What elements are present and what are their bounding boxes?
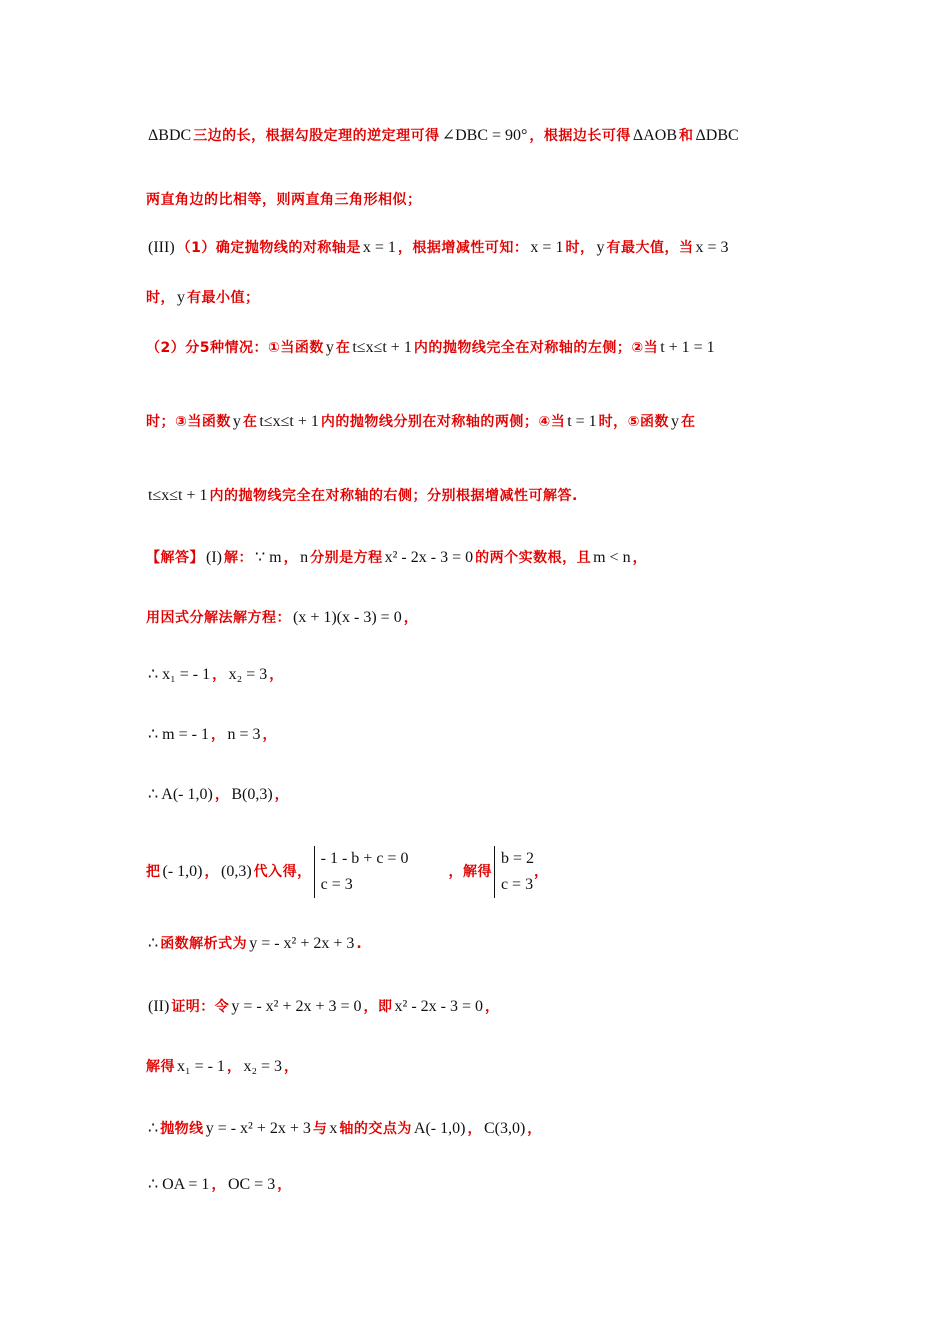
math-expression: ΔBDC: [148, 127, 192, 144]
chinese-text: 解：: [223, 550, 253, 566]
chinese-text: （1）确定抛物线的对称轴是: [176, 240, 361, 256]
chinese-text: 在: [681, 414, 696, 430]
equation-row: c = 3: [500, 876, 534, 893]
math-expression: x² - 2x - 3 = 0: [384, 549, 474, 566]
math-expression: x: [329, 1120, 338, 1137]
text-line: [146, 188, 804, 211]
chinese-text: ，: [226, 1059, 242, 1075]
chinese-text: 抛物线: [160, 1121, 204, 1137]
text-line: [146, 663, 804, 686]
math-expression: y = - x² + 2x + 3: [249, 935, 355, 952]
chinese-text: 在: [335, 340, 351, 356]
chinese-text: 两直角边的比相等，则两直角三角形相似；: [146, 192, 422, 208]
chinese-text: 和: [679, 128, 694, 144]
math-expression: ∴: [148, 1120, 159, 1137]
equation-system: [314, 846, 409, 898]
chinese-text: 的两个实数根，且: [475, 550, 592, 566]
math-expression: ∠DBC = 90°: [441, 127, 528, 144]
chinese-text: 解得: [146, 1059, 175, 1075]
chinese-text: ，: [632, 550, 648, 566]
chinese-text: .: [356, 936, 363, 952]
chinese-text: ，: [527, 1121, 542, 1137]
text-line: [146, 1055, 804, 1078]
chinese-text: 时，⑤函数: [598, 414, 670, 430]
math-expression: t + 1 = 1: [660, 339, 715, 356]
chinese-text: 有最小值；: [187, 290, 260, 306]
math-expression: x² - 2x - 3 = 0: [394, 998, 484, 1015]
chinese-text: ，: [262, 727, 278, 743]
math-expression: t≤x≤t + 1: [259, 413, 319, 430]
chinese-text: ，: [277, 1177, 292, 1193]
math-expression: ∴ A(- 1,0): [148, 786, 213, 803]
chinese-text: ，: [533, 864, 549, 880]
chinese-text: 在: [242, 414, 258, 430]
chinese-text: ，: [211, 1177, 226, 1193]
chinese-text: ，根据边长可得: [529, 128, 631, 144]
math-expression: ∴ OA = 1: [148, 1176, 210, 1193]
chinese-text: ，: [284, 1059, 299, 1075]
chinese-text: （2）分5种情况：①当函数: [146, 340, 324, 356]
text-line: [146, 484, 804, 507]
text-line: [146, 410, 804, 433]
math-expression: x₂ = 3: [243, 1058, 283, 1075]
chinese-text: 证明：令: [171, 999, 230, 1015]
equation-system: [494, 846, 534, 898]
math-expression: y = - x² + 2x + 3: [205, 1120, 311, 1137]
chinese-text: ，: [274, 787, 290, 803]
math-expression: y: [177, 289, 185, 306]
math-expression: ∴ x₁ = - 1: [148, 666, 211, 683]
math-expression: t = 1: [567, 413, 597, 430]
chinese-text: 三边的长，根据勾股定理的逆定理可得: [193, 128, 440, 144]
chinese-text: ，: [403, 610, 419, 626]
math-expression: y: [596, 239, 605, 256]
chinese-text: ，: [214, 787, 230, 803]
math-expression: C(3,0): [483, 1120, 526, 1137]
math-expression: B(0,3): [231, 786, 273, 803]
chinese-text: 内的抛物线完全在对称轴的左侧；②当: [413, 340, 659, 356]
text-line: [146, 546, 804, 569]
math-expression: t≤x≤t + 1: [352, 339, 412, 356]
math-expression: x = 3: [695, 239, 729, 256]
equation-row: - 1 - b + c = 0: [320, 850, 409, 867]
chinese-text: 时，: [146, 290, 175, 306]
chinese-text: 函数解析式为: [160, 936, 248, 952]
text-line: [146, 1117, 804, 1140]
chinese-text: ，: [204, 864, 219, 880]
chinese-text: 内的抛物线完全在对称轴的右侧；分别根据增减性可解答.: [209, 488, 578, 504]
math-expression: x₂ = 3: [228, 666, 268, 683]
chinese-text: 内的抛物线分别在对称轴的两侧；④当: [320, 414, 566, 430]
text-line: [146, 932, 804, 955]
math-expression: t≤x≤t + 1: [148, 487, 208, 504]
math-expression: x = 1: [362, 239, 396, 256]
math-expression: A(- 1,0): [413, 1120, 466, 1137]
text-line: [146, 124, 804, 147]
math-expression: (I): [206, 549, 222, 566]
chinese-text: ，: [283, 550, 299, 566]
math-expression: n = 3: [227, 726, 261, 743]
math-expression: OC = 3: [227, 1176, 276, 1193]
math-expression: x₁ = - 1: [177, 1058, 225, 1075]
math-expression: ΔAOB: [632, 127, 677, 144]
equation-row: c = 3: [320, 876, 353, 893]
chinese-text: 有最大值，当: [606, 240, 694, 256]
text-line: [146, 606, 804, 629]
math-expression: (0,3): [220, 863, 252, 880]
chinese-text: 把: [146, 864, 161, 880]
chinese-text: 用因式分解法解方程：: [146, 610, 291, 626]
chinese-text: 【解答】: [146, 550, 204, 566]
math-expression: y = - x² + 2x + 3 = 0: [231, 998, 362, 1015]
math-expression: ∴: [148, 935, 159, 952]
math-expression: x = 1: [530, 239, 564, 256]
math-expression: ΔDBC: [695, 127, 739, 144]
math-expression: (x + 1)(x - 3) = 0: [293, 609, 402, 626]
math-expression: m < n: [593, 549, 631, 566]
text-line: [146, 846, 804, 898]
text-line: [146, 783, 804, 806]
chinese-text: ，: [485, 999, 500, 1015]
chinese-text: ，: [212, 667, 227, 683]
math-expression: ∴ m = - 1: [148, 726, 209, 743]
chinese-text: ，根据增减性可知：: [397, 240, 529, 256]
math-expression: y: [671, 413, 680, 430]
chinese-text: 时；③当函数: [146, 414, 231, 430]
text-line: [146, 286, 804, 309]
chinese-text: ，: [269, 667, 284, 683]
text-line: [146, 236, 804, 259]
chinese-text: 分别是方程: [310, 550, 383, 566]
equation-row: b = 2: [500, 850, 534, 867]
text-line: [146, 995, 804, 1018]
chinese-text: ，即: [363, 999, 393, 1015]
chinese-text: 与: [312, 1121, 328, 1137]
text-line: [146, 1173, 804, 1196]
math-expression: y: [232, 413, 241, 430]
chinese-text: ，: [210, 727, 226, 743]
math-expression: (- 1,0): [162, 863, 203, 880]
text-line: [146, 723, 804, 746]
chinese-text: 轴的交点为: [339, 1121, 412, 1137]
math-expression: y: [325, 339, 334, 356]
math-expression: (II): [148, 998, 170, 1015]
text-line: [146, 336, 804, 359]
chinese-text: ，解得: [448, 864, 492, 880]
chinese-text: 代入得，: [253, 864, 312, 880]
chinese-text: ，: [467, 1121, 482, 1137]
math-expression: (III): [148, 239, 175, 256]
chinese-text: 时，: [565, 240, 595, 256]
math-expression: ∵ m: [254, 549, 282, 566]
math-expression: n: [300, 549, 309, 566]
